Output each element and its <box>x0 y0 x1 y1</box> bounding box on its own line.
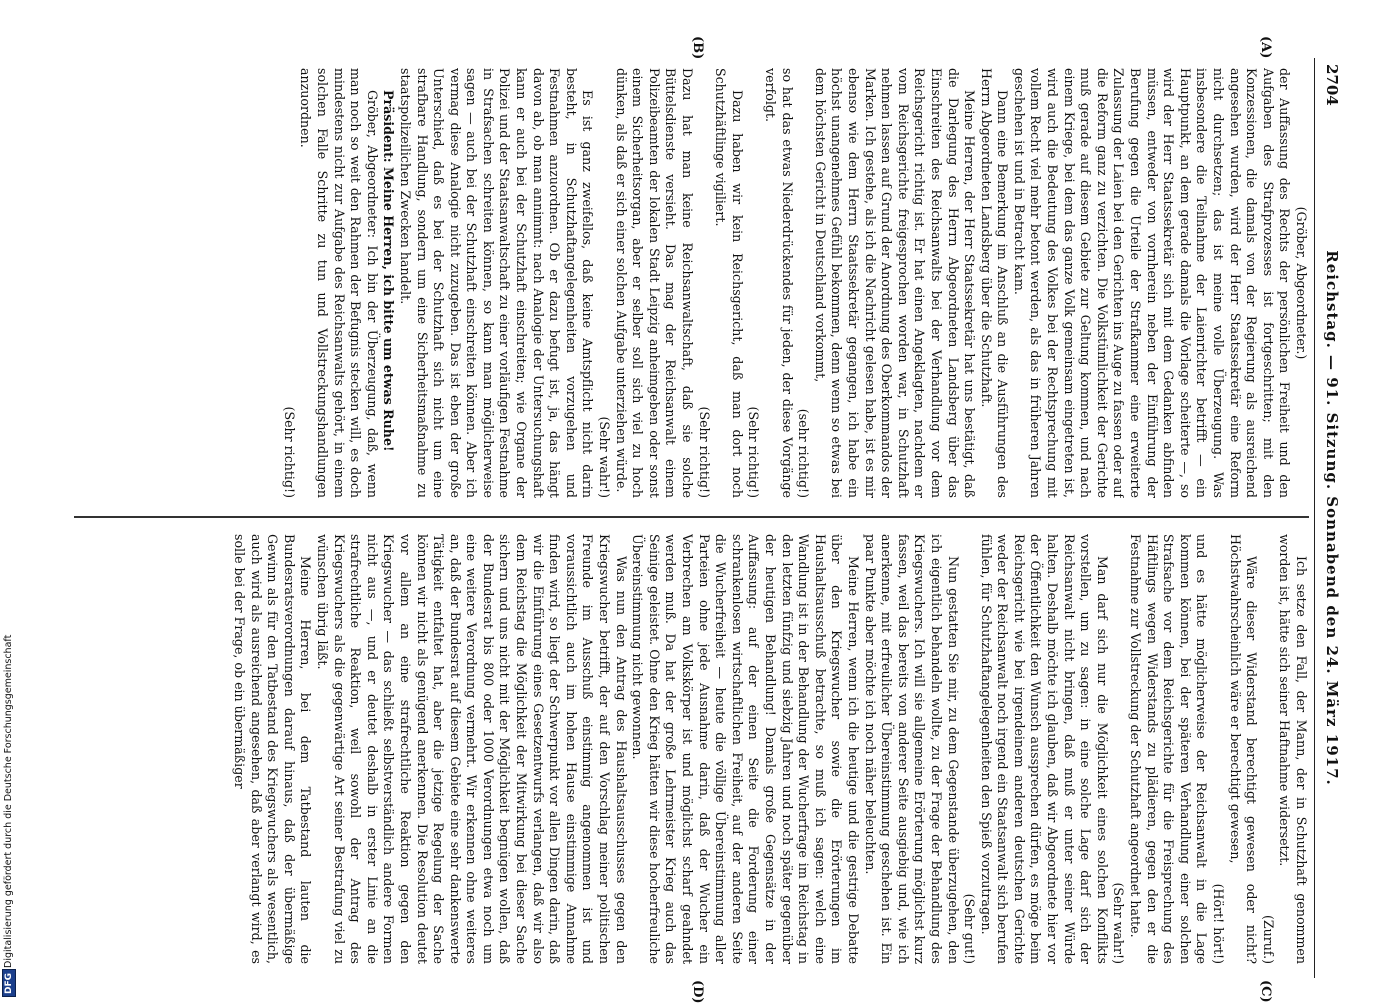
margin-mark-c: (C) <box>1258 980 1273 1003</box>
paragraph: so hat das etwas Niederdrückendes für jeden, der diese Vorgänge verfolgt. <box>763 68 795 498</box>
paragraph: Meine Herren, der Herr Staatssekretär hat uns bestätigt, daß die Darlegung des Herrn Abgeordneten Landsberg über das Einschreiten des Reichsanwalts bei der Verhandlung vor dem Reichsgericht richtig ist. Er hat einen Angeklagten, nachdem er vom Reichsgerichte freigesprochen worden war, in Schutzhaft nehmen lassen auf Grund der Anordnung des Oberkommandos der Marken. Ich gestehe, als ich die Nachricht gelesen habe, ist es mir ebenso wie dem Herrn Staatssekretär gegangen, ich habe ein höchst unangenehmes Gefühl bekommen, denn wenn so etwas bei dem höchsten Gericht in Deutschland vorkommt, <box>812 68 978 498</box>
interjection: (Sehr richtig!) <box>696 406 712 498</box>
dfg-logo <box>2 969 16 997</box>
page-number: 2704 <box>1323 64 1341 106</box>
margin-mark-b: (B) <box>690 36 705 60</box>
interjection: (Sehr wahr!) <box>597 416 613 498</box>
paragraph: Nun gestatten Sie mir, zu dem Gegenstande überzugehen, den ich eigentlich behandeln wollte, zu der Frage der Behandlung des Kriegswuchers. Ich will sie allgemeine Erörterung möglichst kurz fassen, weil das bereits von anderer Seite ausgiebig und, wie ich anerkenne, mit erfreulicher Übereinstimmung geschehen ist. Ein paar Punkte aber möchte ich noch näher beleuchten. <box>862 534 961 964</box>
paragraph: der Auffassung des Rechts der persönlichen Freiheit und den Aufgaben des Strafprozesses ist fortgeschritten; mit den Konzessionen, die damals von der Regierung als ausreichend angesehen wurden, wird der Herr Staatssekretär eine Reform nicht durchsetzen; das ist meine volle Überzeugung. Was insbesondere die Teilnahme der Laienrichter betrifft — ein Hauptpunkt, an dem gerade damals die Vorlage scheiterte —, so wird der Herr Staatssekretär sich mit dem Gedanken abfinden müssen, entweder von vornherein neben der Einführung der Berufung gegen die Urteile der Strafkammer eine erweiterte Zulassung der Laien bei den Gerichten ins Auge zu fassen oder auf die Reform ganz zu verzichten. Die Volkstümlichkeit der Gerichte muß gerade auf diesem Gebiete zur Geltung kommen, und nach einem Kriege, bei dem das ganze Volk gemeinsam eingetreten ist, wird auch die Bedeutung des Volkes bei der Rechtsprechung mit vollem Recht viel mehr betont werden, als das in früheren Jahren geschehen ist und in Betracht kam. <box>1011 68 1293 498</box>
text-columns <box>74 58 1309 978</box>
interjection: (Sehr gut!) <box>962 893 978 964</box>
credit-text: Digitalisierung gefördert durch die Deutsche Forschungsgemeinschaft <box>3 634 14 968</box>
paragraph: Dann eine Bemerkung im Anschluß an die Ausführungen des Herrn Abgeordneten Landsberg über die Schutzhaft. <box>978 68 1011 498</box>
left-column <box>74 68 1309 498</box>
page-title: Reichstag. — 91. Sitzung. Sonnabend den 24. März 1917. <box>1323 250 1341 786</box>
column-divider <box>74 516 1309 518</box>
interjection: (Sehr richtig!) <box>746 406 762 498</box>
paragraph: Meine Herren, bei dem Tatbestand lauten die Bundesratsverordnungen darauf hinaus, daß der übermäßige Gewinn als für den Tatbestand des Kriegswuchers als wesentlich, auch wird als ausreichend angesehen, daß aber verlangt wird, es solle bei der Frage, ob ein übermäßiger <box>232 534 314 964</box>
paragraph: Dazu hat man keine Reichsanwaltschaft, daß sie solche Büttelsdienste versieht. Das mag der Reichsanwalt einem Polizeibeamten der lokalen Stadt Leipzig anheimgeben oder sonst einem Sicherheitsorgan, aber er selber soll sich viel zu hoch dünken, als daß er sich einer solchen Aufgabe unterziehen würde. <box>613 68 696 498</box>
paragraph: und es hätte möglicherweise der Reichsanwalt in die Lage kommen können, bei der späteren Verhandlung einer solchen Strafsache vor dem Reichsgerichte für die Freisprechung des Häftlings wegen Widerstands zu plädieren, gegen den er die Festnahme zur Vollstreckung der Schutzhaft angeordnet hatte. <box>1128 534 1210 964</box>
interjection: (Hört! hört!) <box>1211 883 1227 964</box>
interjection: (Zuruf.) <box>1260 914 1276 964</box>
paragraph: Wäre dieser Widerstand berechtigt gewesen oder nicht? Höchstwahrscheinlich wäre er berechtigt gewesen, <box>1227 534 1260 964</box>
dfg-logo-text: DFG <box>4 972 14 994</box>
president-remark: Präsident: Meine Herren, ich bitte um etwas Ruhe! <box>381 90 397 452</box>
paragraph: Dazu haben wir kein Reichsgericht, daß man dort noch Schutzhäftlinge vigiliert. <box>713 68 745 498</box>
paragraph: Was nun den Antrag des Haushaltsausschusses gegen den Kriegswucher betrifft, der auf den Vorschlag meiner politischen Freunde im Ausschuß einstimmig angenommen ist und voraussichtlich auch im hohen Hause einstimmige Annahme finden wird, so liegt der Schwerpunkt vor allen Dingen darin, daß wir die Einführung eines Gesetzentwurfs verlangen, daß wir also dem Reichstag die Möglichkeit der Mitwirkung bei dieser Sache sichern und uns nicht mit der Möglichkeit begnügen wollen, daß der Bundesrat bis 800 oder 1000 Verordnungen etwa noch um eine weitere Verordnung vermehrt. Wir erkennen ohne weiteres an, daß der Bundesrat auf diesem Gebiete eine sehr dankenswerte Tätigkeit entfaltet hat, aber die jetzige Regelung der Sache können wir nicht als genügend anerkennen. Die Resolution deutet vor allem an eine strafrechtliche Reaktion gegen den Kriegswucher — das schließt selbstverständlich andere Formen nicht aus —, und er deutet deshalb in erster Linie an die strafrechtliche Reaktion, weil sowohl der Antrag des Kriegswuchers als die gegenwärtige Art seiner Bestrafung viel zu wünschen übrig läßt. <box>314 534 629 964</box>
paragraph: Meine Herren, wenn ich die heutige und die gestrige Debatte über den Kriegswucher sowie die Erörterungen im Haushaltsausschuß betrachte, so muß ich sagen: welch eine Wandlung ist in der Behandlung der Wucherfrage im Reichstag in den letzten fünfzig und siebzig Jahren und noch später gegenüber der heutigen Behandlung! Damals große Gegensätze in der Auffassung: auf der einen Seite die Forderung einer schrankenlosen wirtschaftlichen Freiheit, auf der anderen Seite die Wucherfreiheit — heute die völlige Übereinstimmung aller Parteien ohne jede Ausnahme darin, daß der Wucher ein Verbrechen am Volkskörper ist und möglichst scharf geahndet werden muß. Da hat der große Lehrmeister Krieg auch das Seinige geleistet. Ohne den Krieg hätten wir diese hocherfreuliche Übereinstimmung nicht gewonnen. <box>630 534 861 964</box>
paragraph: Man darf sich nur die Möglichkeit eines solchen Konflikts vorstellen, um zu sagen: in eine solche Lage darf sich der Reichsanwalt nicht bringen, daß muß er unter seiner Würde halten. Deshalb möchte ich glauben, daß wir Abgeordnete hier vor der Öffentlichkeit den Wunsch aussprechen dürfen, es möge beim Reichsgericht wie bei irgendeinem anderen deutschen Gerichte weder der Reichsanwalt noch irgend ein Staatsanwalt sich berufen fühlen, für Schutzhaftangelegenheiten den Spieß vorzutragen. <box>978 534 1110 964</box>
paragraph: Gröber, Abgeordneter: Ich bin der Überzeugung, daß, wenn man noch so weit den Rahmen der Befugnis stecken will, es doch mindestens nicht zur Aufgabe des Reichsanwalts gehört, in einem solchen Falle Schritte zu tun und Vollstreckungshandlungen anzuordnen. <box>298 68 380 498</box>
scanned-page <box>70 36 1345 1004</box>
digitization-credit <box>3 608 15 968</box>
paragraph: Es ist ganz zweifellos, daß keine Amtspflicht nicht darin besteht, in Schutzhaftangelegenheiten vorzugehen und Festnahmen anzuordnen. Ob er dazu befugt ist, ja, das hängt davon ab, ob man annimmt: nach Analogie der Untersuchungshaft kann er auch bei der Schutzhaft einschreiten; wie Organe der Polizei und der Staatsanwaltschaft zu einer vorläufigen Festnahme in Strafsachen schreiten können, so kann man möglicherweise sagen — auch bei der Schutzhaft einschreiten können. Aber ich vermag diese Analogie nicht zuzugeben. Das ist eben der große Unterschied, daß es bei der Schutzhaft sich nicht um eine strafbare Handlung, sondern um eine Sicherheitsmaßnahme zu staatspolizeilichen Zwecken handelt. <box>397 68 596 498</box>
interjection: (Sehr wahr!) <box>1111 882 1127 964</box>
right-column <box>74 534 1309 964</box>
running-header <box>1314 58 1345 978</box>
paragraph: Ich setze den Fall, der Mann, der in Schutzhaft genommen worden ist, hätte sich seiner Haftnahme widersetzt. <box>1277 534 1309 964</box>
interjection: (Sehr richtig!) <box>281 406 297 498</box>
speaker-header: (Gröber, Abgeordneter.) <box>1294 206 1309 360</box>
margin-mark-a: (A) <box>1258 36 1273 59</box>
margin-mark-d: (D) <box>690 980 705 1004</box>
interjection: (sehr richtig!) <box>796 408 812 498</box>
